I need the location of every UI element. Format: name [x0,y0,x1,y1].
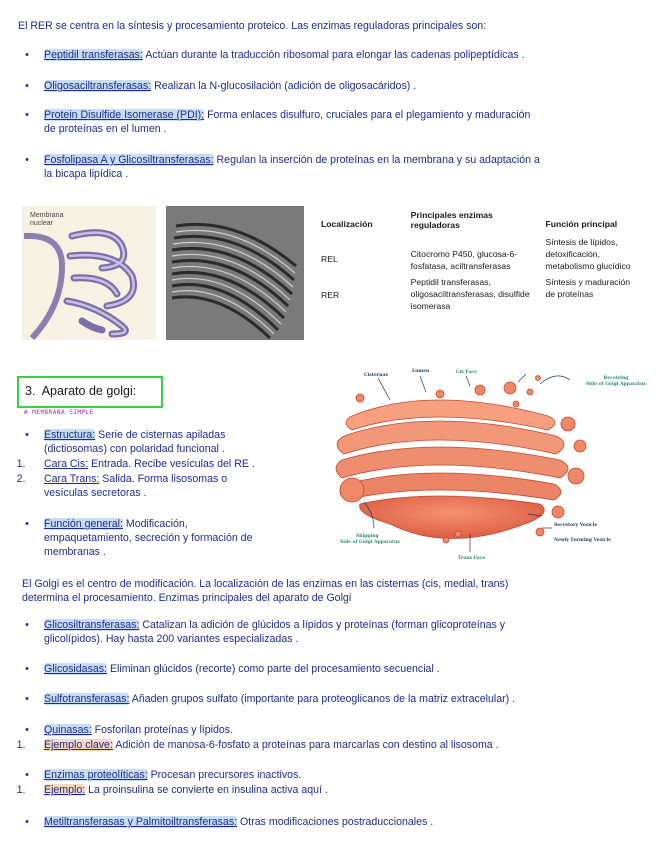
handwritten-note: # MEMBRANA SIMPLE [24,409,94,416]
list-item: • Glicosidasas: Eliminan glúcidos (recorte) como parte del procesamiento secuencial . [25,663,440,675]
golgi-illustration [330,364,648,564]
term-highlight: Enzimas proteolíticas: [44,769,148,781]
er-micrograph [166,206,304,340]
golgi-intro-paragraph: El Golgi es el centro de modificación. La localización de las enzimas en las cisternas (cis, medial, trans) determina el procesamiento. Enzimas principales del aparato de Golgi [22,578,509,604]
table-header: Función principal [545,219,618,229]
term-highlight: Peptidil transferasas: [44,49,143,61]
term-highlight: Estructura: [44,429,96,441]
list-item: • Peptidil transferasas: Actúan durante la traducción ribosomal para elongar las cadenas polipeptídicas . [25,49,525,61]
intro-paragraph: El RER se centra en la síntesis y procesamiento proteico. Las enzimas reguladoras principales son: [18,20,487,32]
term-highlight: Ejemplo clave: [44,739,113,751]
list-item: • Quinasas: Fosforilan proteínas y lípidos. [25,724,234,736]
term-highlight: Metiltransferasas y Palmitoiltransferasas: [44,816,238,828]
label-trans-face: Trans Face [458,556,486,561]
label-shipping: Shipping [356,534,379,539]
section-heading-box [17,376,163,408]
list-item: • Sulfotransferasas: Añaden grupos sulfato (importante para proteoglicanos de la matriz extracelular) . [25,693,516,705]
list-item: • Protein Disulfide Isomerase (PDI): Forma enlaces disulfuro, cruciales para el plegamiento y maduración de proteínas en el lumen . [25,109,531,135]
table-cell: Peptidil transferasas, oligosaciltransferasas, disulfide isomerasa [410,277,530,311]
label-receiving: Receiving [603,376,629,381]
list-item: • Metiltransferasas y Palmitoiltransferasas: Otras modificaciones postraduccionales . [25,816,434,828]
list-item: • Glicosiltransferasas: Catalizan la adición de glúcidos a lípidos y proteínas (forman glicoproteínas y glicolípidos). Hay hasta 200 variantes especializadas . [25,619,506,645]
term-highlight: Oligosaciltransferasas: [44,80,152,92]
er-illustration [22,206,156,340]
label-cis-face: Cis Face [456,370,477,375]
figure-label: Membrana nuclear [30,212,64,227]
golgi-drawing [330,364,648,564]
table-cell: Síntesis y maduración de proteínas [545,277,631,299]
label-lumen: Lumen [412,369,430,374]
enzyme-table [321,210,641,312]
table-header: Principales enzimas reguladoras [410,210,493,230]
section-heading: 3. Aparato de golgi: [25,384,137,398]
label-cisternae: Cisternae [364,373,389,378]
label-secretory-vesicle: Secretory Vesicle [554,523,598,528]
table-cell: Citocromo P450, glucosa-6-fosfatasa, aciltransferasas [410,249,518,271]
term-highlight: Protein Disulfide Isomerase (PDI): [44,109,205,121]
list-item: 1. Cara Cis: Entrada. Recibe vesículas del RE . [16,458,255,470]
table-cell: Síntesis de lípidos, detoxificación, metabolismo glucídico [545,237,631,271]
term-highlight: Quinasas: [44,724,92,736]
term-highlight: Función general: [44,518,123,530]
table-cell: REL [321,254,338,264]
list-item: 1. Ejemplo clave: Adición de manosa-6-fosfato a proteínas para marcarlas con destino al lisosoma . [16,739,499,751]
golgi-function-item: • Función general: Modificación, empaquetamiento, secreción y formación de membranas . [25,518,253,558]
term-highlight: Glicosiltransferasas: [44,619,140,631]
golgi-structure-item: • Estructura: Serie de cisternas apiladas (dictiosomas) con polaridad funcional . [25,429,226,455]
micrograph-drawing [166,206,304,340]
term-highlight: Fosfolipasa A y Glicosiltransferasas: [44,154,214,166]
table-cell: RER [321,290,340,300]
term-highlight: Ejemplo: [44,784,86,796]
table-row [321,236,641,272]
list-item: • Enzimas proteolíticas: Procesan precursores inactivos. [25,769,302,781]
label-shipping-side: Side of Golgi Apparatus [340,540,400,545]
list-item: • Oligosaciltransferasas: Realizan la N-glucosilación (adición de oligosacáridos) . [25,80,417,92]
list-item: • Fosfolipasa A y Glicosiltransferasas: Regulan la inserción de proteínas en la membrana y su adaptación a la bicapa lipídica . [25,154,540,180]
list-item: 2. Cara Trans: Salida. Forma lisosomas o vesículas secretoras . [16,473,228,499]
table-row [321,276,641,312]
table-header: Localización [321,219,373,229]
table-header-row [321,210,641,230]
term-highlight: Glicosidasas: [44,663,107,675]
term-highlight: Sulfotransferasas: [44,693,130,705]
list-item: 1. Ejemplo: La proinsulina se convierte en insulina activa aquí . [16,784,328,796]
label-receiving-side: Side of Golgi Apparatus [586,382,646,387]
label-newly-forming-vesicle: Newly Forming Vesicle [554,538,612,543]
